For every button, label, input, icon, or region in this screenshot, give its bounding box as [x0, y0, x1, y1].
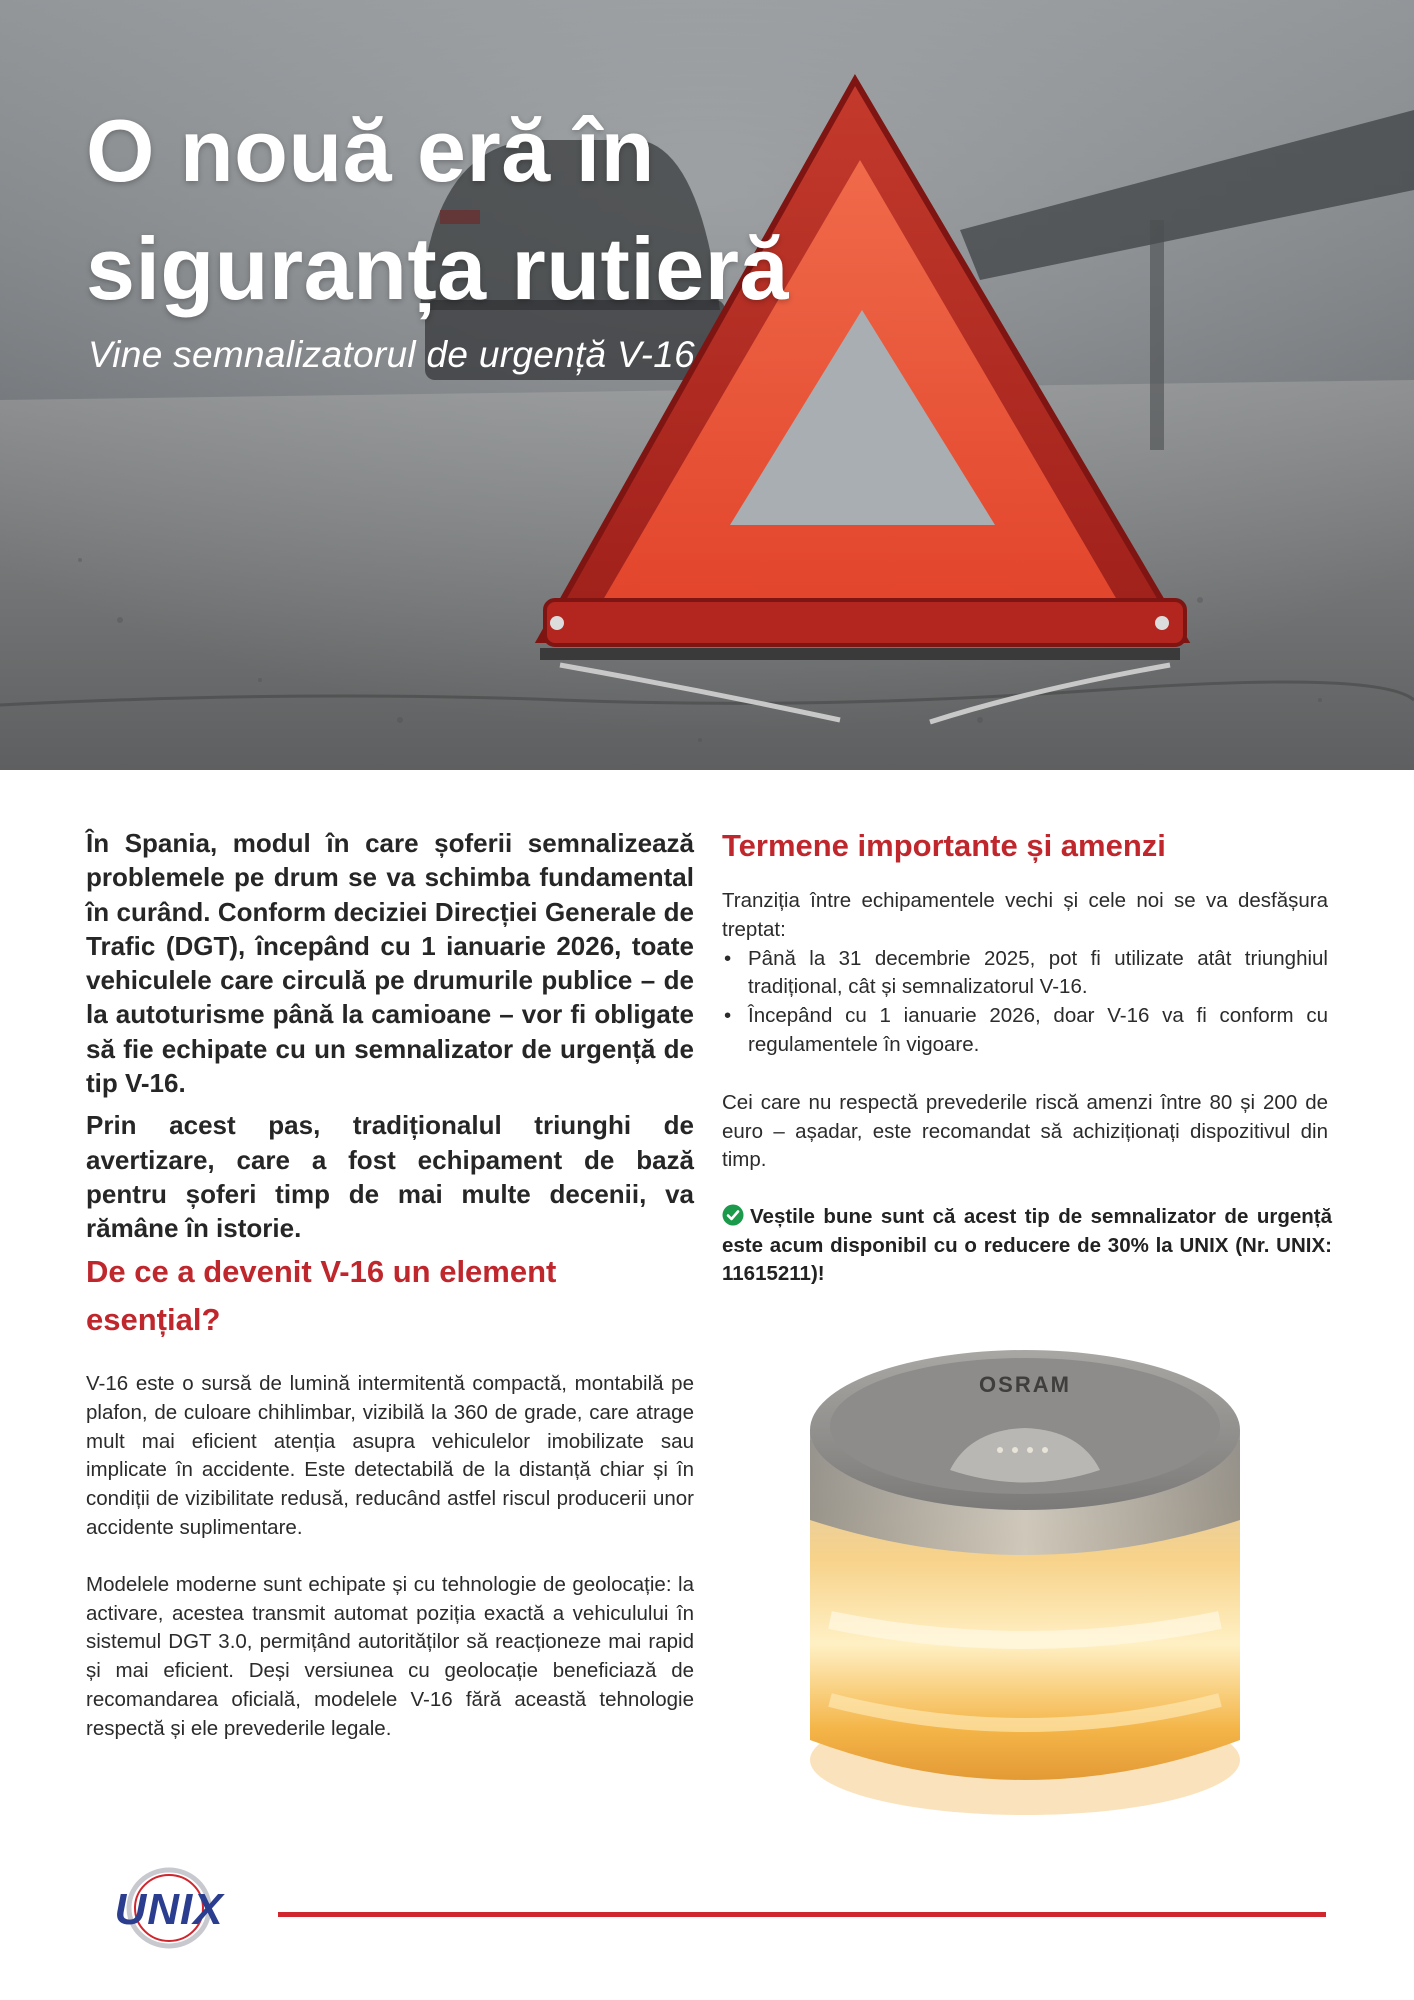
unix-logo	[84, 1866, 254, 1950]
product-brand: OSRAM	[979, 1372, 1071, 1397]
logo-wordmark: UNIX	[114, 1885, 224, 1934]
title-line-2: siguranța rutieră	[86, 219, 789, 318]
fines-paragraph: Cei care nu respectă prevederile riscă amenzi între 80 și 200 de euro – așadar, este recomandat să achiziționați dispozitivul din timp.	[722, 1090, 1328, 1172]
page-title	[86, 92, 986, 328]
body-paragraph-2: Modelele moderne sunt echipate și cu tehnologie de geolocație: la activare, acestea transmit automat poziția exactă a vehiculului în sistemul DGT 3.0, permițând autorităților să reacționeze mai rapid și mai eficient. Deși versiunea cu geolocație beneficiază de recomandarea oficială, modelele V-16 fără această tehnologie respectă și ele prevederile legale.	[86, 1572, 694, 1740]
title-line-1: O nouă eră în	[86, 101, 655, 200]
lead-paragraph-1: În Spania, modul în care șoferii semnalizează problemele pe drum se va schimba fundamental în curând. Conform deciziei Direcției Generale de Trafic (DGT), începând cu 1 ianuarie 2026, toate vehiculele care circulă pe drumurile publice – de la autoturisme până la camioane – vor fi obligate să fie echipate cu un semnalizator de urgență de tip V-16.	[86, 828, 694, 1099]
deadlines-intro: Tranziția între echipamentele vechi și cele noi se va desfășura treptat:	[722, 889, 1328, 941]
deadlines-text	[722, 887, 1328, 1175]
check-circle-icon	[722, 1204, 744, 1226]
heading-line-1: De ce a devenit V-16 un element	[86, 1254, 557, 1289]
body-paragraph-1: V-16 este o sursă de lumină intermitentă compactă, montabilă pe plafon, de culoare chihlimbar, vizibilă la 360 de grade, care atrage mult mai eficient atenția asupra vehiculelor imobilizate sau implicate în accidente. Este detectabilă de la distanță chiar și în condiții de vizibilitate redusă, reducând astfel riscul producerii unor accidente suplimentare.	[86, 1372, 694, 1539]
section-heading-v16	[86, 1248, 646, 1344]
product-image-v16-beacon	[790, 1320, 1260, 1830]
list-item: • Până la 31 decembrie 2025, pot fi utilizate atât triunghiul tradițional, cât și semnalizatorul V-16.	[748, 945, 1328, 1003]
list-item: • Începând cu 1 ianuarie 2026, doar V-16 va fi conform cu regulamentele în vigoare.	[748, 1002, 1328, 1060]
lead-paragraph-2: Prin acest pas, tradiționalul triunghi de avertizare, care a fost echipament de bază pentru șoferi timp de mai multe decenii, va rămâne în istorie.	[86, 1110, 694, 1244]
hero-banner	[0, 0, 1414, 770]
v16-description	[86, 1370, 694, 1772]
lead-paragraphs	[86, 826, 694, 1254]
page-subtitle: Vine semnalizatorul de urgență V-16	[88, 334, 695, 375]
section-heading-deadlines: Termene importante și amenzi	[722, 828, 1166, 863]
deadlines-list	[722, 945, 1328, 1060]
good-news-text: Veștile bune sunt că acest tip de semnalizator de urgență este acum disponibil cu o reducere de 30% la UNIX (Nr. UNIX: 11615211)!	[722, 1205, 1332, 1285]
good-news-callout	[722, 1203, 1332, 1289]
footer-divider	[278, 1912, 1326, 1917]
heading-line-2: esențial?	[86, 1302, 221, 1337]
